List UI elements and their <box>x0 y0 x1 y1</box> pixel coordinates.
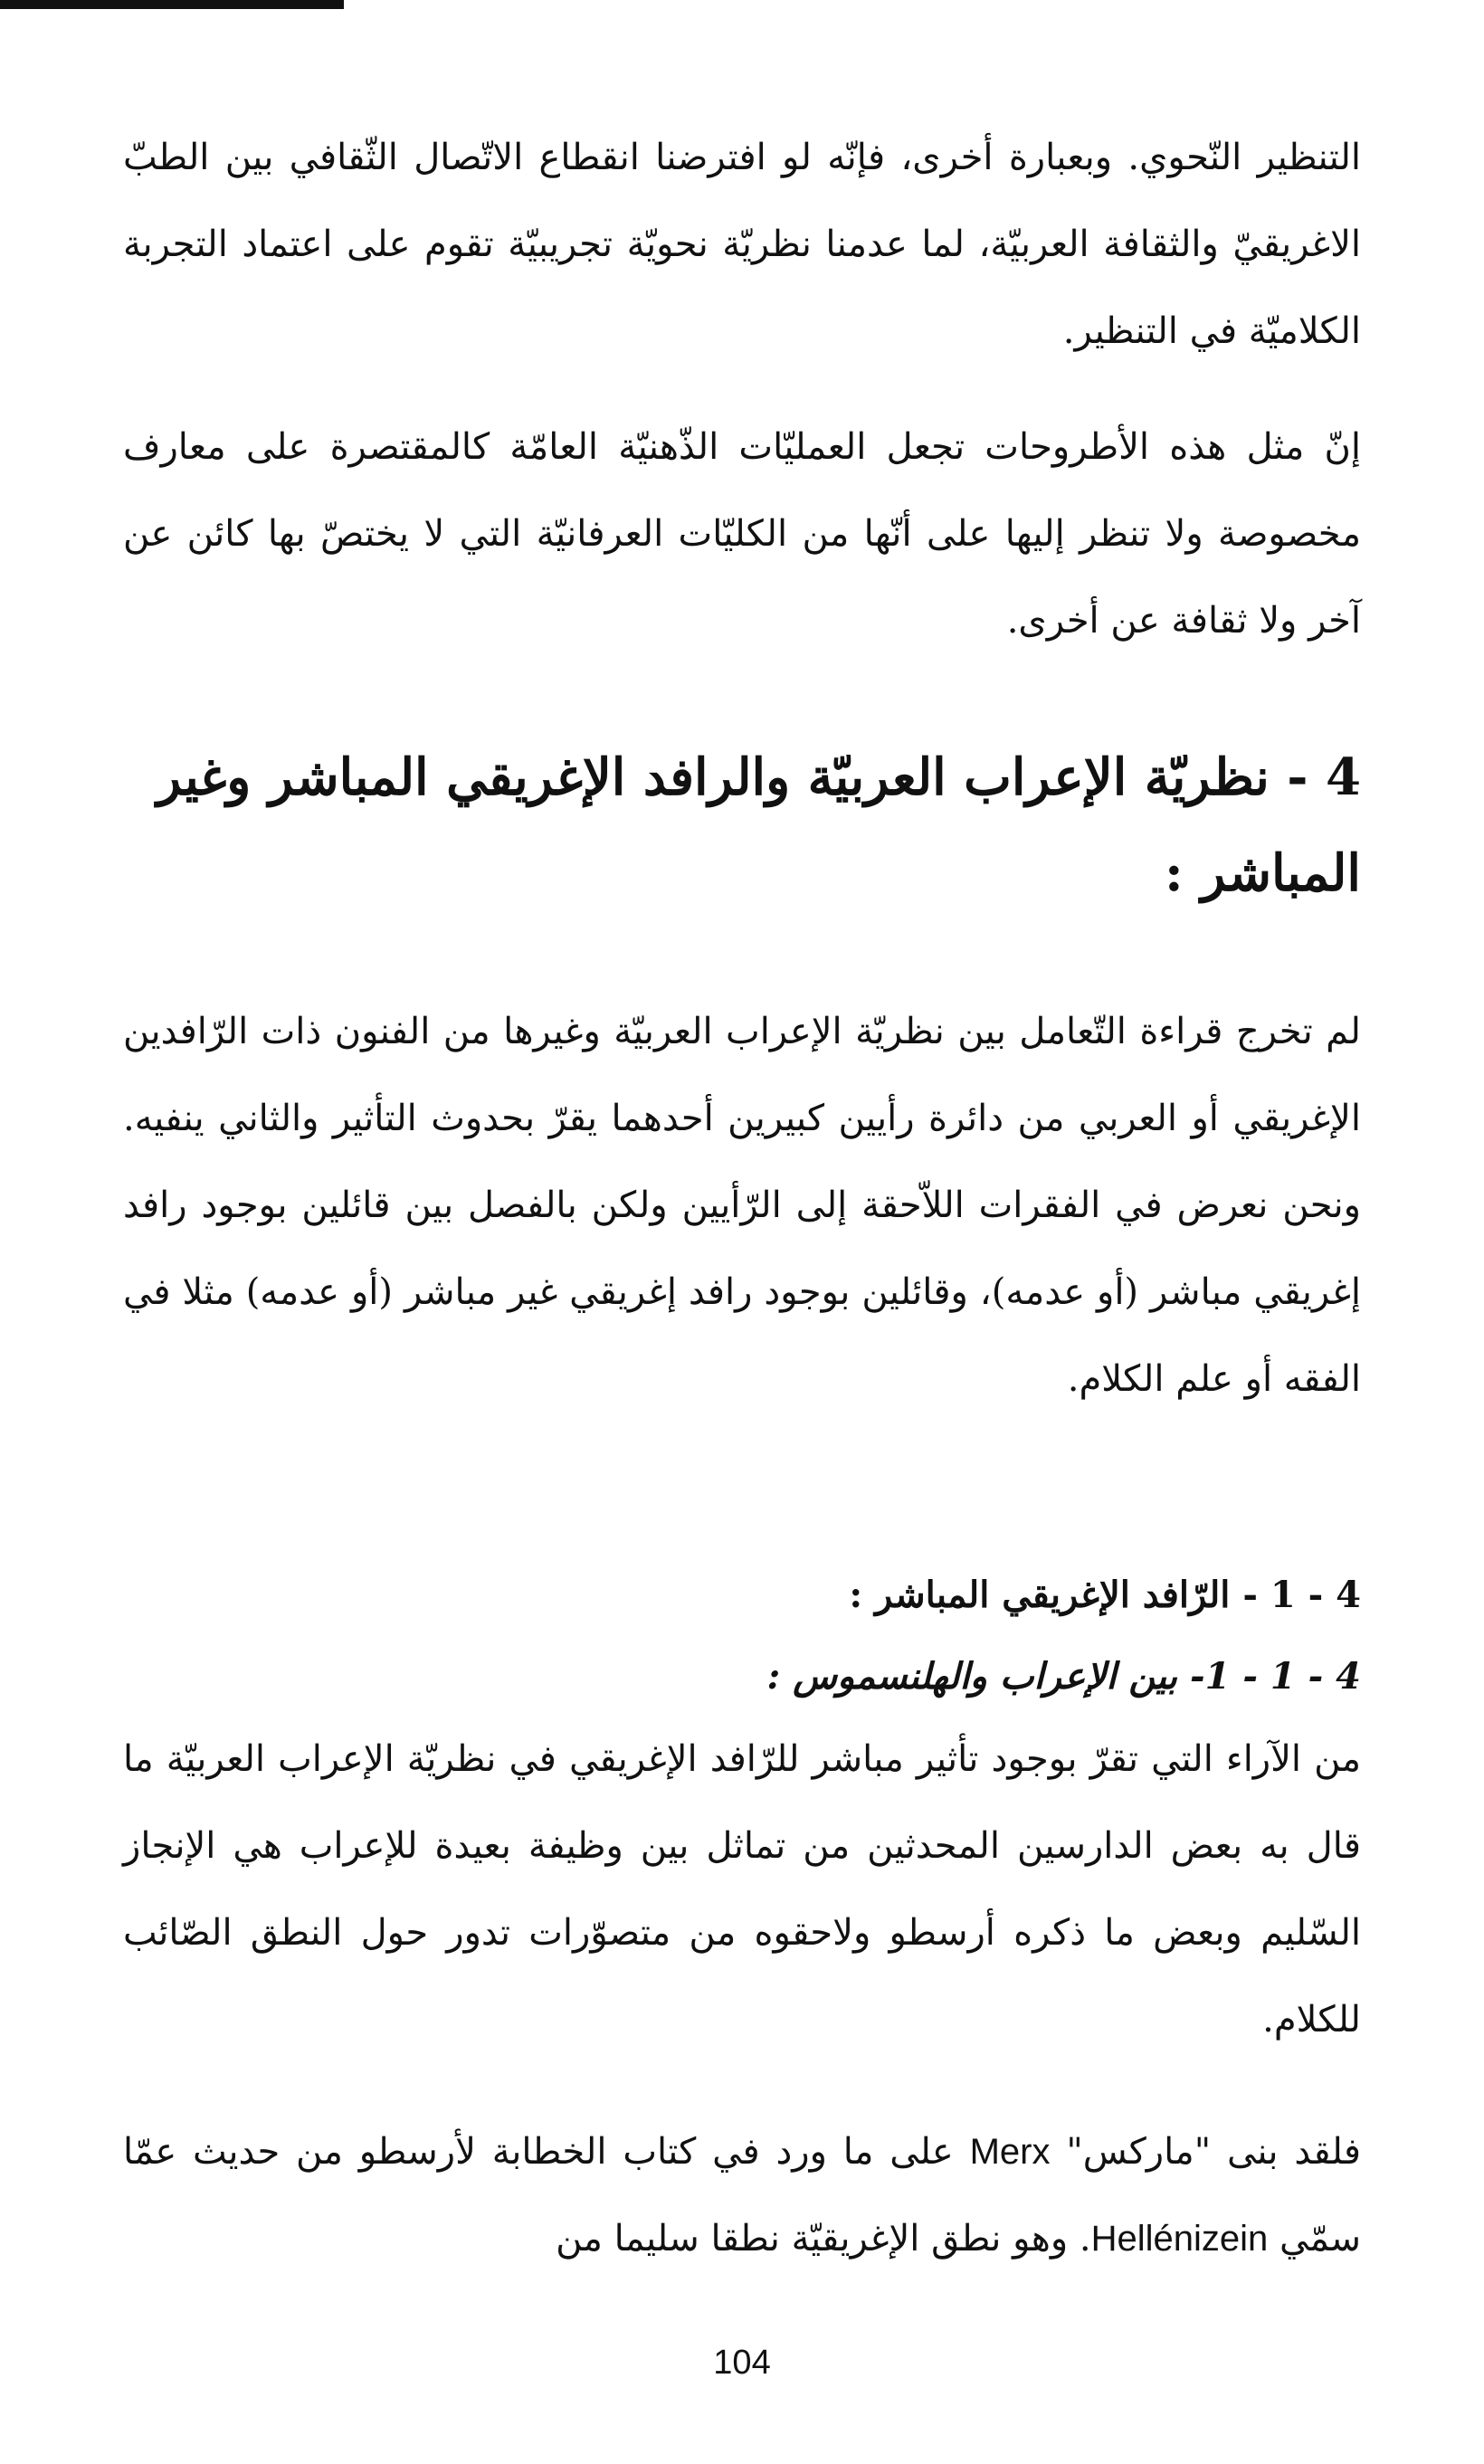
top-edge-rule <box>0 0 344 9</box>
paragraph-2-text: إنّ مثل هذه الأطروحات تجعل العمليّات الذّهنيّة العامّة كالمقتصرة على معارف مخصوصة ولا تنظر إليها على أنّها من الكليّات العرفانيّة التي لا يختصّ بها كائن عن آخر ولا ثقافة عن أخرى. <box>123 426 1361 642</box>
paragraph-5-part-3: . وهو نطق الإغريقيّة نطقا سليما من <box>556 2218 1091 2259</box>
paragraph-1-text: التنظير النّحوي. وبعبارة أخرى، فإنّه لو افترضنا انقطاع الاتّصال الثّقافي بين الطبّ الاغريقيّ والثقافة العربيّة، لما عدمنا نظريّة نحويّة تجريبيّة تقوم على اعتماد التجربة الكلاميّة في التنظير. <box>123 137 1361 352</box>
section-heading-4: 4 - نظريّة الإعراب العربيّة والرافد الإغريقي المباشر وغير المباشر : <box>157 747 1361 903</box>
latin-term-merx: Merx <box>969 2132 1051 2172</box>
paragraph-5-part-2: على ما ورد في كتاب الخطابة لأرسطو من حديث عمّا سمّي <box>123 2131 1361 2259</box>
paragraph-1 <box>123 114 1361 375</box>
paragraph-3-text: لم تخرج قراءة التّعامل بين نظريّة الإعراب العربيّة وغيرها من الفنون ذات الرّافدين الإغريقي أو العربي من دائرة رأيين كبيرين أحدهما يقرّ بحدوث التأثير والثاني ينفيه. ونحن نعرض في الفقرات اللاّحقة إلى الرّأيين ولكن بالفصل بين قائلين بوجود رافد إغريقي مباشر (أو عدمه)، وقائلين بوجود رافد إغريقي غير مباشر (أو عدمه) مثلا في الفقه أو علم الكلام. <box>123 1011 1361 1400</box>
paragraph-5-part-1: فلقد بنى "ماركس" <box>1050 2131 1362 2173</box>
paragraph-3 <box>123 988 1361 1422</box>
subsection-heading-4-1: 4 - 1 - الرّافد الإغريقي المباشر : <box>849 1574 1361 1616</box>
paragraph-5 <box>123 2108 1361 2282</box>
paragraph-2 <box>123 404 1361 664</box>
subsection-heading-4-1-1: 4 - 1 - 1- بين الإعراب والهلنسموس : <box>766 1655 1361 1698</box>
latin-term-hellenizein: Hellénizein <box>1090 2219 1269 2259</box>
paragraph-4 <box>123 1716 1361 2063</box>
paragraph-4-text: من الآراء التي تقرّ بوجود تأثير مباشر للرّافد الإغريقي في نظريّة الإعراب العربيّة ما قال به بعض الدارسين المحدثين من تماثل بين وظيفة بعيدة للإعراب هي الإنجاز السّليم وبعض ما ذكره أرسطو ولاحقوه من متصوّرات تدور حول النطق الصّائب للكلام. <box>123 1738 1362 2041</box>
page-number: 104 <box>713 2344 771 2382</box>
paragraph-5-text <box>123 2108 1361 2282</box>
